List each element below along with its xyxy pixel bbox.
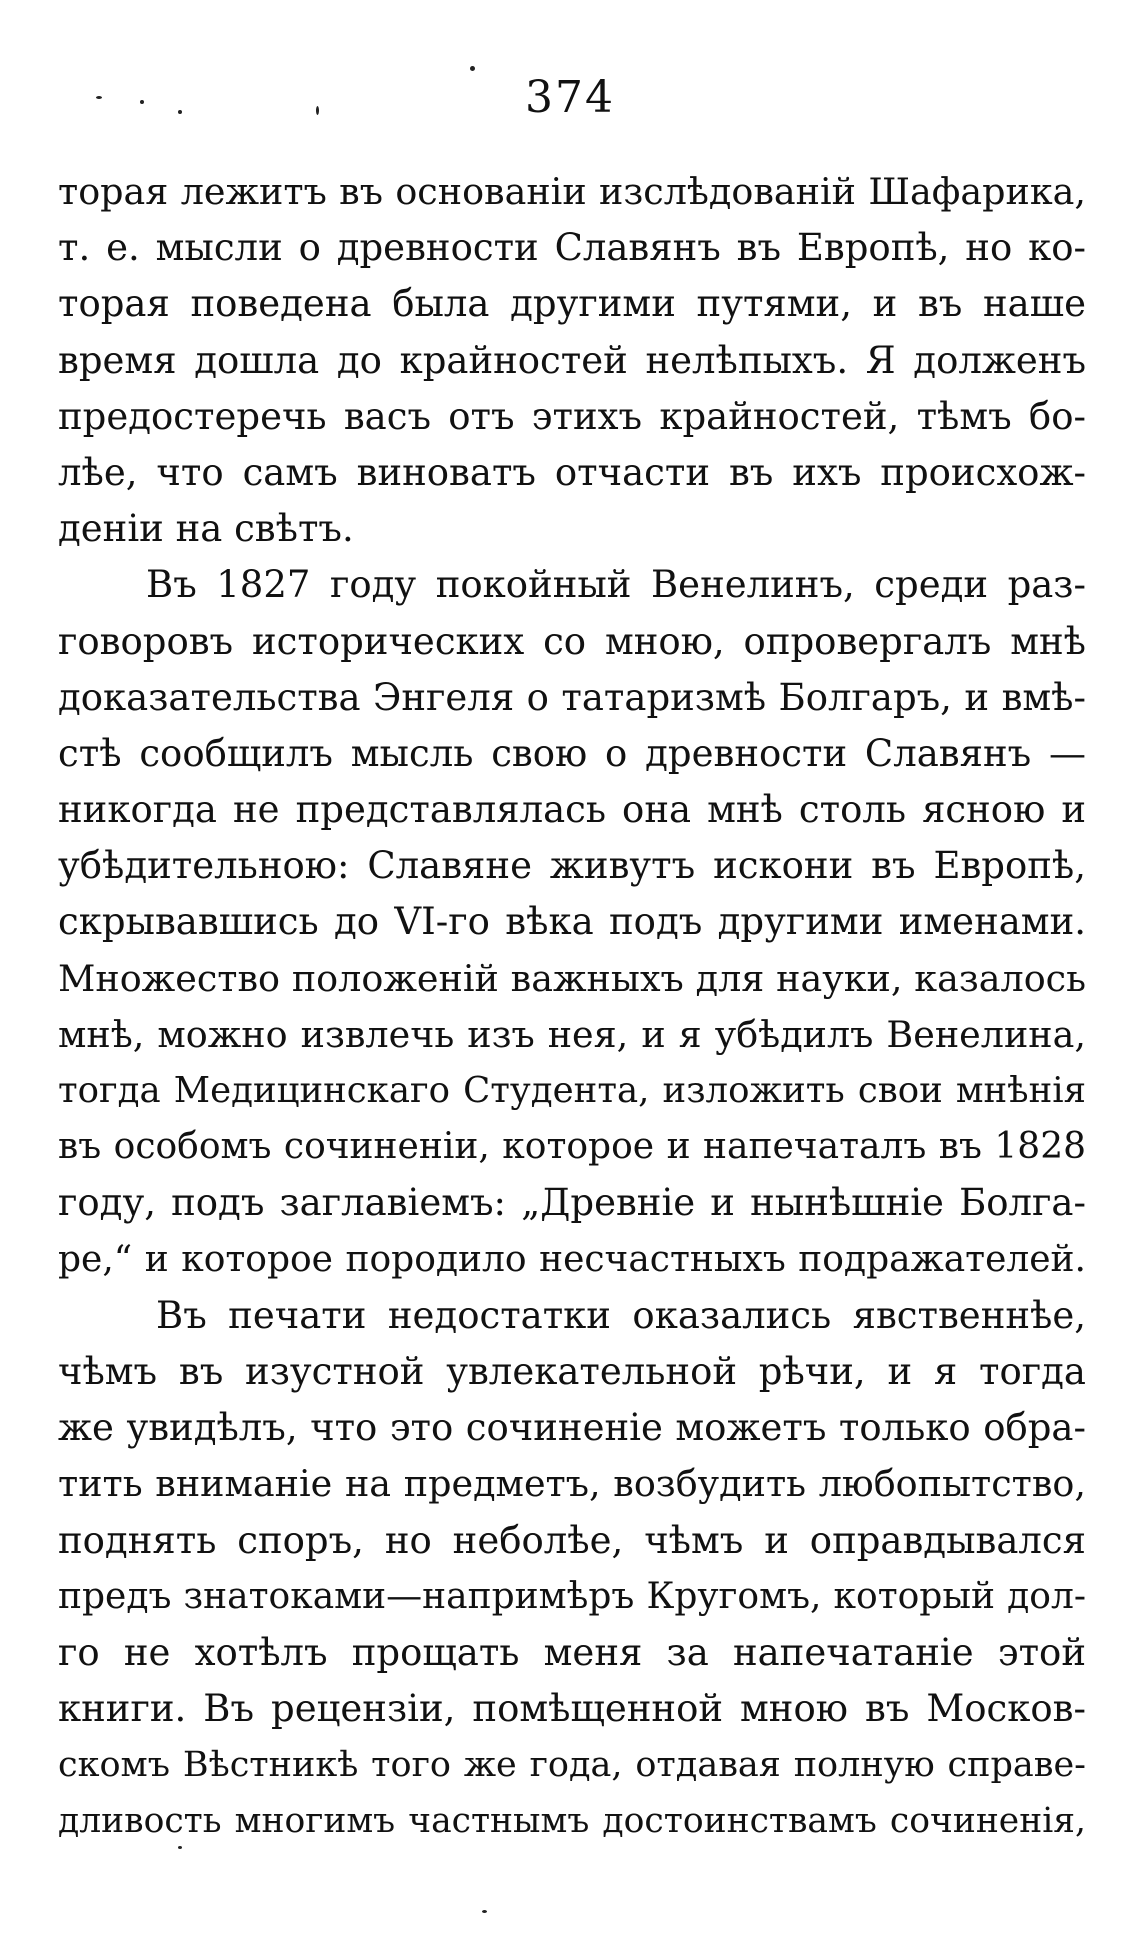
ink-speck: [482, 1910, 487, 1913]
text-line: стѣ сообщилъ мысль свою о древности Славянъ —: [58, 731, 1086, 775]
text-line: предостеречь васъ отъ этихъ крайностей, тѣмъ бо-: [58, 394, 1086, 438]
text-line: го не хотѣлъ прощать меня за напечатаніе этой: [58, 1630, 1086, 1674]
text-line: т. е. мысли о древности Славянъ въ Европѣ, но ко-: [58, 226, 1086, 270]
text-line: доказательства Энгеля о татаризмѣ Болгаръ, и вмѣ-: [58, 675, 1086, 719]
text-line: торая поведена была другими путями, и въ наше: [58, 282, 1086, 326]
text-line: скомъ Вѣстникѣ того же года, отдавая полную справе-: [58, 1745, 1086, 1786]
text-line: въ особомъ сочиненіи, которое и напечаталъ въ 1828: [58, 1126, 1086, 1168]
text-line: убѣдительною: Славяне живутъ искони въ Европѣ,: [58, 844, 1086, 888]
body-text: [58, 164, 1086, 1850]
text-line: скрывавшись до VI-го вѣка подъ другими именами.: [58, 900, 1086, 944]
text-line: тогда Медицинскаго Студента, изложить свои мнѣнія: [58, 1070, 1086, 1111]
text-line: предъ знатоками—напримѣръ Кругомъ, который дол-: [58, 1575, 1086, 1617]
text-line: говоровъ исторических со мною, опровергалъ мнѣ: [58, 619, 1086, 663]
text-line: ре,“ и которое породило несчастныхъ подражателей.: [58, 1238, 1086, 1280]
ink-speck: [470, 66, 475, 71]
text-line: никогда не представлялась она мнѣ столь ясною и: [58, 788, 1086, 832]
text-line: году, подъ заглавіемъ: „Древніе и нынѣшніе Болга-: [58, 1181, 1086, 1225]
text-line: мнѣ, можно извлечь изъ нея, и я убѣдилъ Венелина,: [58, 1012, 1086, 1056]
text-line: же увидѣлъ, что это сочиненіе можетъ только обра-: [58, 1406, 1086, 1450]
text-line: книги. Въ рецензіи, помѣщенной мною въ Москов-: [58, 1687, 1086, 1731]
text-line: торая лежитъ въ основаніи изслѣдованій Шафарика,: [58, 170, 1086, 213]
text-line: Множество положеній важныхъ для науки, казалось: [58, 956, 1086, 1000]
ink-speck: [178, 1846, 182, 1849]
page-number: 374: [525, 72, 615, 123]
text-line: тить вниманіе на предметъ, возбудить любопытство,: [58, 1462, 1086, 1506]
text-line: дливость многимъ частнымъ достоинствамъ сочиненія,: [58, 1801, 1086, 1842]
text-line: время дошла до крайностей нелѣпыхъ. Я долженъ: [58, 338, 1086, 382]
text-line: чѣмъ въ изустной увлекательной рѣчи, и я тогда: [58, 1349, 1086, 1393]
text-line: Въ 1827 году покойный Венелинъ, среди раз-: [146, 563, 1086, 607]
text-line: деніи на свѣтъ.: [58, 507, 354, 551]
text-line: Въ печати недостатки оказались явственнѣе,: [156, 1293, 1086, 1337]
text-line: лѣе, что самъ виноватъ отчасти въ ихъ происхож-: [58, 450, 1086, 494]
text-line: поднять споръ, но неболѣе, чѣмъ и оправдывался: [58, 1518, 1086, 1562]
